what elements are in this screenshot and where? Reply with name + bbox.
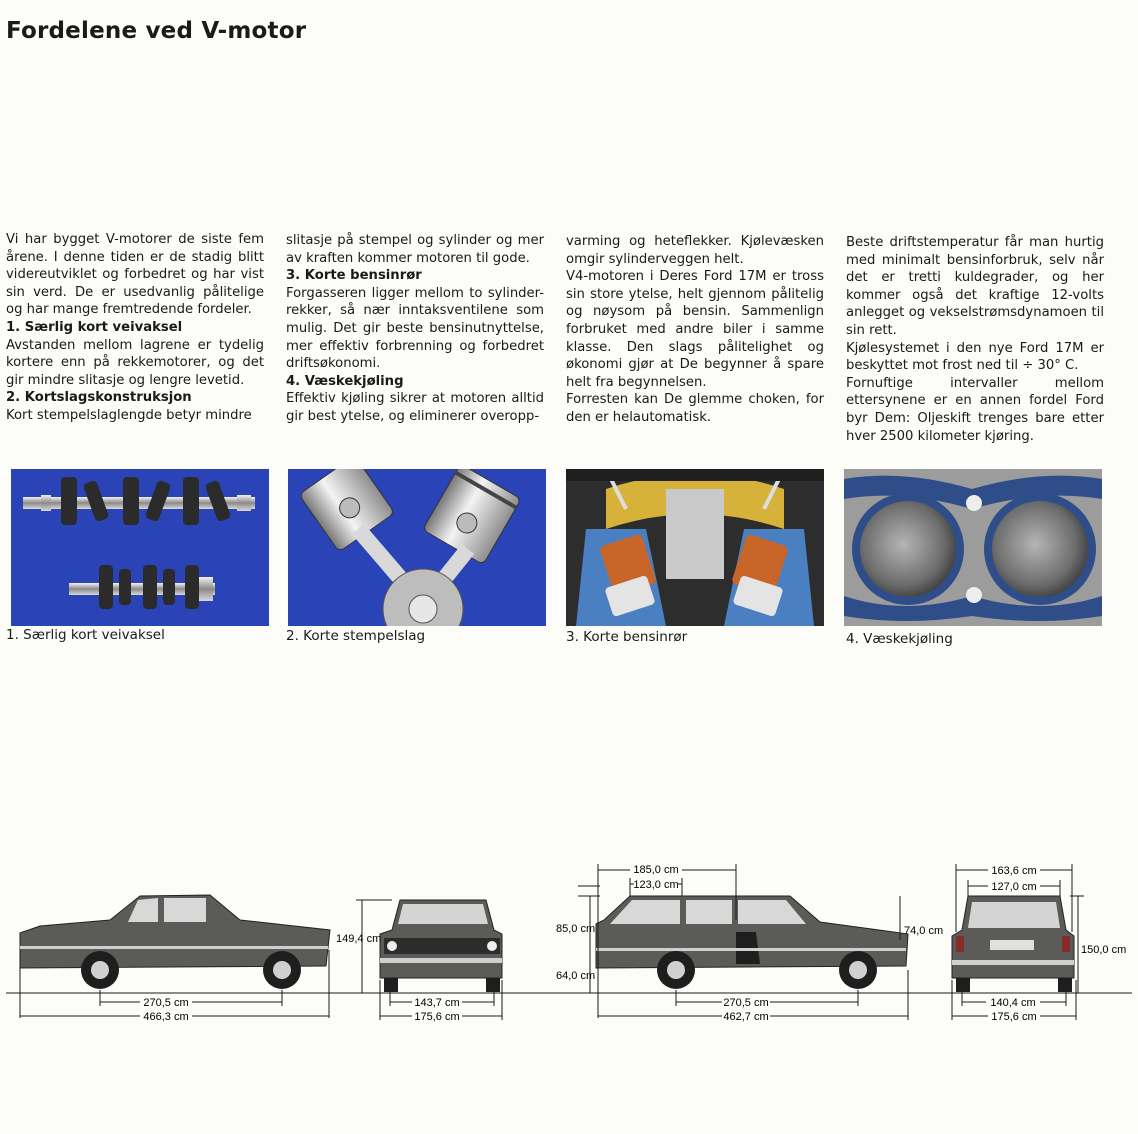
paragraph: Beste driftstemperatur får man hurtig med minimalt bensinforbruk, selv når det er tretti kuldegrader, og her kommer også det kraftige 12-volts anlegget og vekselstrømsdynamoen til sin rett. xyxy=(846,235,1104,338)
wagon-length-label: 462,7 cm xyxy=(723,1011,769,1023)
wagon-rear-view xyxy=(952,864,1126,1023)
sedan-side-view xyxy=(20,895,330,1023)
paragraph: V4-motoren i Deres Ford 17M er tross sin store ytelse, helt gjennom pålitelig og nøysom på bensin. Sammenlign forbruket med andre biler i samme klasse. Den slags pålitelighet og økonomi gjør at De begynner å spare helt fra begynnelsen. xyxy=(566,269,824,390)
engine-cutaway-photo xyxy=(566,469,824,626)
caption-crankshaft: 1. Særlig kort veivaksel xyxy=(6,627,165,643)
paragraph: Avstanden mellom lagrene er tydelig kortere enn på rekkemotorer, og det gir mindre slitasje og lengre levetid. xyxy=(6,337,264,388)
wagon-rear-track-label: 140,4 cm xyxy=(990,997,1036,1009)
wagon-rear-top2-label: 127,0 cm xyxy=(991,881,1037,893)
section-heading: 1. Særlig kort veivaksel xyxy=(6,319,183,335)
crankshaft-photo xyxy=(11,469,269,626)
paragraph: Kjølesystemet i den nye Ford 17M er beskyttet mot frost ned til ÷ 30° C. xyxy=(846,340,1104,374)
paragraph: Forgasseren ligger mellom to sylinder-rekker, så nær inntaksventilene som mulig. Det gir beste bensinutnyttelse, mer effektiv forbrenning og forbedret driftsøkonomi. xyxy=(286,285,544,372)
car-dimensions-diagram xyxy=(0,800,1138,1040)
caption-fuel-pipes: 3. Korte bensinrør xyxy=(566,629,688,645)
sedan-front-view xyxy=(336,900,502,1023)
wagon-top1-label: 185,0 cm xyxy=(633,864,679,876)
sedan-height-label: 149,4 cm xyxy=(336,933,382,945)
section-heading: 4. Væskekjøling xyxy=(286,373,404,389)
caption-stroke: 2. Korte stempelslag xyxy=(286,628,426,644)
wagon-rear-width-label: 175,6 cm xyxy=(991,1011,1037,1023)
wagon-rear-height-label: 150,0 cm xyxy=(1081,944,1127,956)
wagon-rear-top1-label: 163,6 cm xyxy=(991,865,1037,877)
page-title: Fordelene ved V-motor xyxy=(6,18,307,44)
sedan-length-label: 466,3 cm xyxy=(143,1011,189,1023)
sedan-wheelbase-label: 270,5 cm xyxy=(143,997,189,1009)
cooling-photo xyxy=(844,469,1102,626)
section-heading: 3. Korte bensinrør xyxy=(286,268,422,284)
paragraph: Fornuftige intervaller mellom ettersynene er en annen fordel Ford byr Dem: Oljeskift trenges bare etter hver 2500 kilometer kjøring. xyxy=(846,375,1104,444)
wagon-top2-label: 123,0 cm xyxy=(633,879,679,891)
wagon-side-view xyxy=(556,864,943,1023)
text-column-4 xyxy=(846,234,1104,445)
paragraph: Effektiv kjøling sikrer at motoren alltid gir best ytelse, og eliminerer overopp- xyxy=(286,391,544,424)
paragraph: Vi har bygget V-motorer de siste fem årene. I denne tiden er de stadig blitt videreutviklet og forbedret og har vist sin verd. De er usedvanlig pålitelige og har mange fremtredende fordeler. xyxy=(6,232,264,318)
wagon-wheelbase-label: 270,5 cm xyxy=(723,997,769,1009)
wagon-rear-height-label: 85,0 cm xyxy=(556,923,596,935)
caption-cooling: 4. Væskekjøling xyxy=(846,631,953,647)
text-column-2 xyxy=(286,232,544,426)
wagon-front-height-label: 74,0 cm xyxy=(904,925,944,937)
paragraph: Forresten kan De glemme choken, for den er helautomatisk. xyxy=(566,392,824,425)
sedan-track-label: 143,7 cm xyxy=(414,997,460,1009)
pistons-photo xyxy=(288,469,546,626)
paragraph: varming og heteflekker. Kjølevæsken omgir sylinderveggen helt. xyxy=(566,234,824,267)
section-heading: 2. Kortslagskonstruksjon xyxy=(6,390,192,406)
paragraph: slitasje på stempel og sylinder og mer av kraften kommer motoren til gode. xyxy=(286,233,544,266)
wagon-ground-label: 64,0 cm xyxy=(556,970,596,982)
paragraph: Kort stempelslaglengde betyr mindre xyxy=(6,407,252,423)
text-column-3 xyxy=(566,233,824,427)
text-column-1 xyxy=(6,231,264,425)
sedan-width-label: 175,6 cm xyxy=(414,1011,460,1023)
